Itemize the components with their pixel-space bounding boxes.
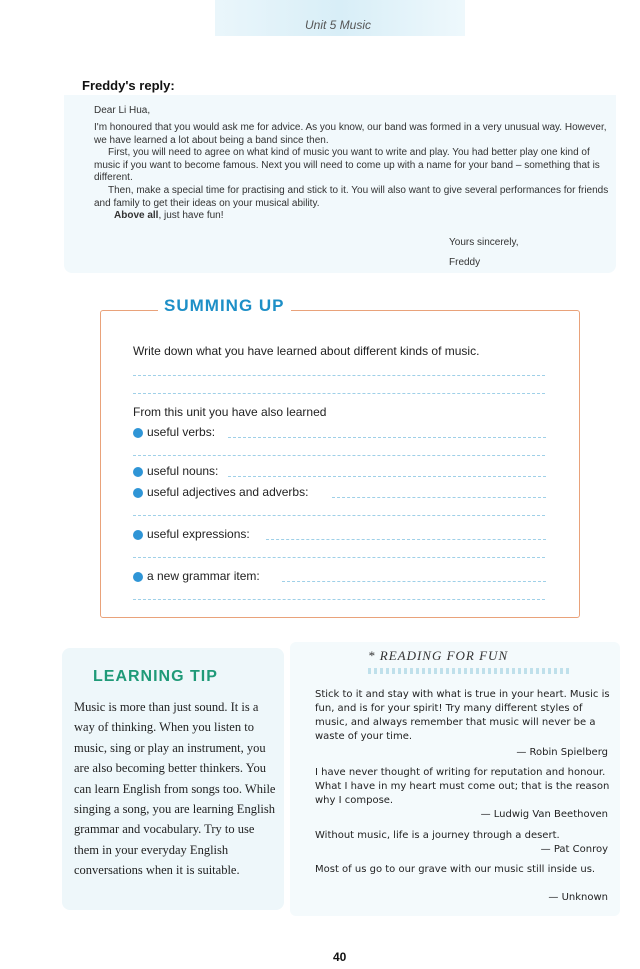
writing-line[interactable] — [133, 393, 545, 394]
quote-text: Without music, life is a journey through a desert. — [315, 830, 560, 841]
writing-line[interactable] — [228, 476, 546, 477]
quote-text: Most of us go to our grave with our music still inside us. — [315, 864, 596, 875]
learning-tip-body: Music is more than just sound. It is a way of thinking. When you listen to music, sing or play an instrument, you are also becoming better thinkers. You can learn English from songs too. While singing a song, you are learning English grammar and vocabulary. Try to use them in your everyday English conversations when it is suitable. — [74, 700, 276, 878]
writing-line[interactable] — [228, 437, 546, 438]
bullet-icon — [133, 428, 143, 438]
bullet-icon — [133, 530, 143, 540]
quote-author: — Pat Conroy — [540, 844, 608, 855]
quote-text: Stick to it and stay with what is true in your heart. Music is fun, and is for your spirit! Try many different styles of music, and always remember that music will never be a waste of your time. — [315, 689, 610, 742]
letter-salutation: Dear Li Hua, — [94, 105, 151, 116]
letter-paragraph: I'm honoured that you would ask me for advice. As you know, our band was formed in a very unusual way. However, we have learned a lot about being a band since then. — [94, 122, 607, 146]
summing-prompt: Write down what you have learned about different kinds of music. — [133, 344, 480, 358]
bullet-icon — [133, 488, 143, 498]
letter-paragraph: Then, make a special time for practising and stick to it. You will also want to give several performances for friends and family to get their ideas on your musical ability. — [94, 185, 609, 209]
bullet-icon — [133, 467, 143, 477]
item-grammar: a new grammar item: — [147, 569, 260, 583]
summing-up-title: SUMMING UP — [158, 296, 291, 316]
letter-signoff: Yours sincerely, — [449, 237, 519, 248]
letter-paragraph: First, you will need to agree on what kind of music you want to write and play. You had better play one kind of music if you want to become famous. Next you will need to come up with a name for your band – something that is different. — [94, 147, 600, 183]
writing-line[interactable] — [133, 455, 545, 456]
decorative-dots — [368, 668, 572, 674]
letter-panel — [64, 95, 616, 273]
item-adjectives-adverbs: useful adjectives and adverbs: — [147, 485, 309, 499]
learning-tip-title: LEARNING TIP — [93, 668, 218, 685]
reply-heading: Freddy's reply: — [82, 78, 175, 93]
writing-line[interactable] — [332, 497, 546, 498]
quote-author: — Ludwig Van Beethoven — [480, 809, 608, 820]
quote-text: I have never thought of writing for reputation and honour. What I have in my heart must come out; that is the reason why I compose. — [315, 767, 610, 806]
quote-author: — Unknown — [548, 892, 608, 903]
letter-closing — [94, 210, 630, 223]
letter-signature: Freddy — [449, 257, 481, 268]
item-verbs: useful verbs: — [147, 425, 216, 439]
reading-for-fun-title: * READING FOR FUN — [368, 648, 509, 663]
item-expressions: useful expressions: — [147, 527, 250, 541]
unit-title: Unit 5 Music — [305, 18, 372, 32]
writing-line[interactable] — [133, 515, 545, 516]
page-number: 40 — [333, 950, 347, 964]
closing-rest: , just have fun! — [158, 210, 224, 221]
closing-bold: Above all — [114, 210, 159, 221]
writing-line[interactable] — [282, 581, 546, 582]
quote-author: — Robin Spielberg — [516, 747, 608, 758]
summing-intro: From this unit you have also learned — [133, 405, 327, 419]
writing-line[interactable] — [266, 539, 546, 540]
bullet-icon — [133, 572, 143, 582]
item-nouns: useful nouns: — [147, 464, 219, 478]
writing-line[interactable] — [133, 375, 545, 376]
writing-line[interactable] — [133, 599, 545, 600]
writing-line[interactable] — [133, 557, 545, 558]
